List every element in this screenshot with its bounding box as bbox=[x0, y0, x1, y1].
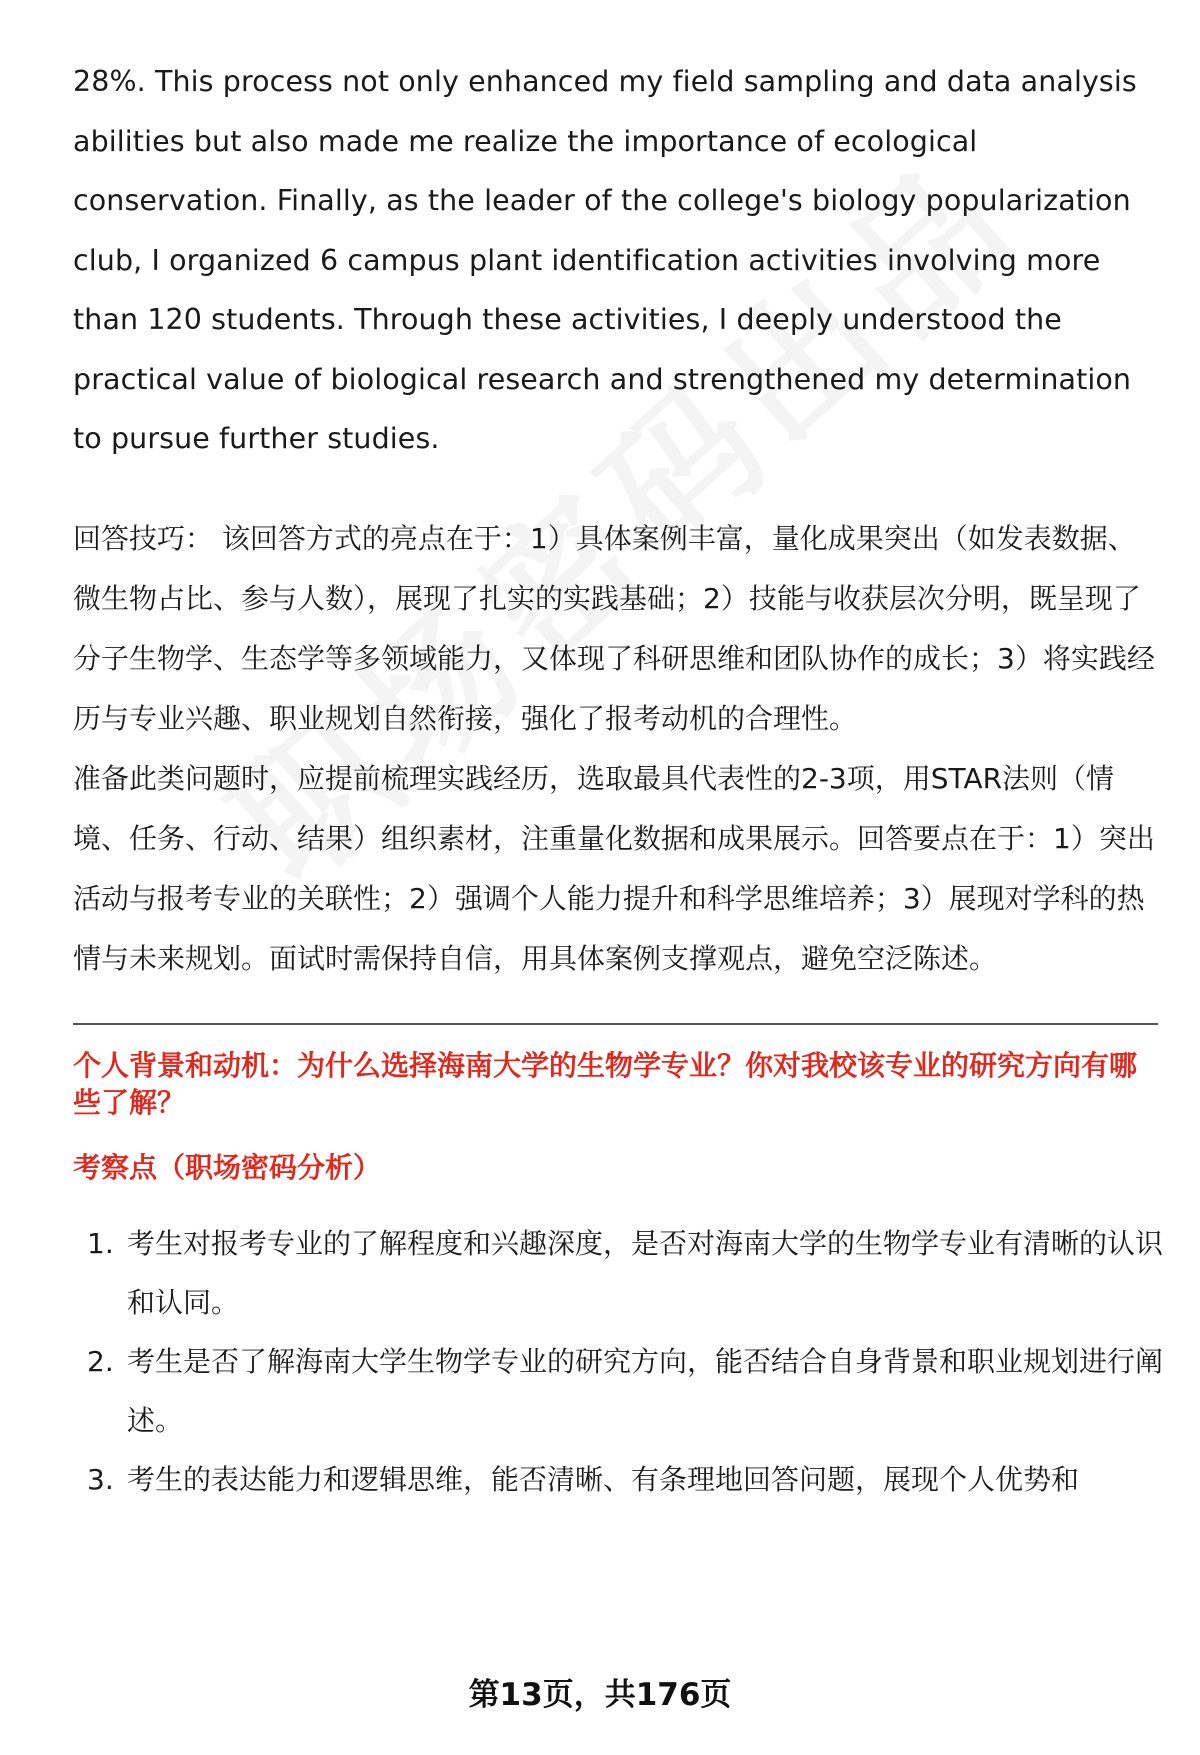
list-item bbox=[73, 1450, 1163, 1509]
question-title: 个人背景和动机：为什么选择海南大学的生物学专业？你对我校该专业的研究方向有哪些了解？ bbox=[73, 1048, 1138, 1119]
assessment-points-list bbox=[73, 1214, 1163, 1509]
page-content bbox=[73, 52, 1163, 1509]
tips-paragraph-1: 回答技巧： 该回答方式的亮点在于：1）具体案例丰富，量化成果突出（如发表数据、微生物占比、参与人数），展现了扎实的实践基础；2）技能与收获层次分明，既呈现了分子生物学、生态学等多领域能力，又体现了科研思维和团队协作的成长；3）将实践经历与专业兴趣、职业规划自然衔接，强化了报考动机的合理性。 bbox=[73, 521, 1155, 735]
tips-paragraph-2: 准备此类问题时，应提前梳理实践经历，选取最具代表性的2-3项，用STAR法则（情境、任务、行动、结果）组织素材，注重量化数据和成果展示。回答要点在于：1）突出活动与报考专业的关联性；2）强调个人能力提升和科学思维培养；3）展现对学科的热情与未来规划。面试时需保持自信，用具体案例支撑观点，避免空泛陈述。 bbox=[73, 761, 1155, 975]
answer-tips-section bbox=[73, 509, 1163, 989]
list-item-number: 3. bbox=[87, 1462, 114, 1496]
list-item-number: 1. bbox=[87, 1226, 114, 1260]
assessment-points-heading: 考察点（职场密码分析） bbox=[73, 1150, 382, 1184]
list-item-number: 2. bbox=[87, 1344, 114, 1378]
list-item bbox=[73, 1332, 1163, 1450]
page-number-footer: 第13页，共176页 bbox=[468, 1677, 732, 1713]
list-item bbox=[73, 1214, 1163, 1332]
list-item-text: 考生对报考专业的了解程度和兴趣深度，是否对海南大学的生物学专业有清晰的认识和认同。 bbox=[127, 1226, 1164, 1319]
section-divider bbox=[73, 1023, 1158, 1025]
list-item-text: 考生的表达能力和逻辑思维，能否清晰、有条理地回答问题，展现个人优势和 bbox=[127, 1462, 1080, 1496]
answer-paragraph-continued: 28%. This process not only enhanced my field sampling and data analysis abilities but also made me realize the importance of ecological conservation. Finally, as the leader of the college's biology popularization club, I organized 6 campus plant identification activities involving more than 120 students. Through these activities, I deeply understood the practical value of biological research and strengthened my determination to pursue further studies. bbox=[73, 65, 1137, 455]
list-item-text: 考生是否了解海南大学生物学专业的研究方向，能否结合自身背景和职业规划进行阐述。 bbox=[127, 1344, 1164, 1437]
